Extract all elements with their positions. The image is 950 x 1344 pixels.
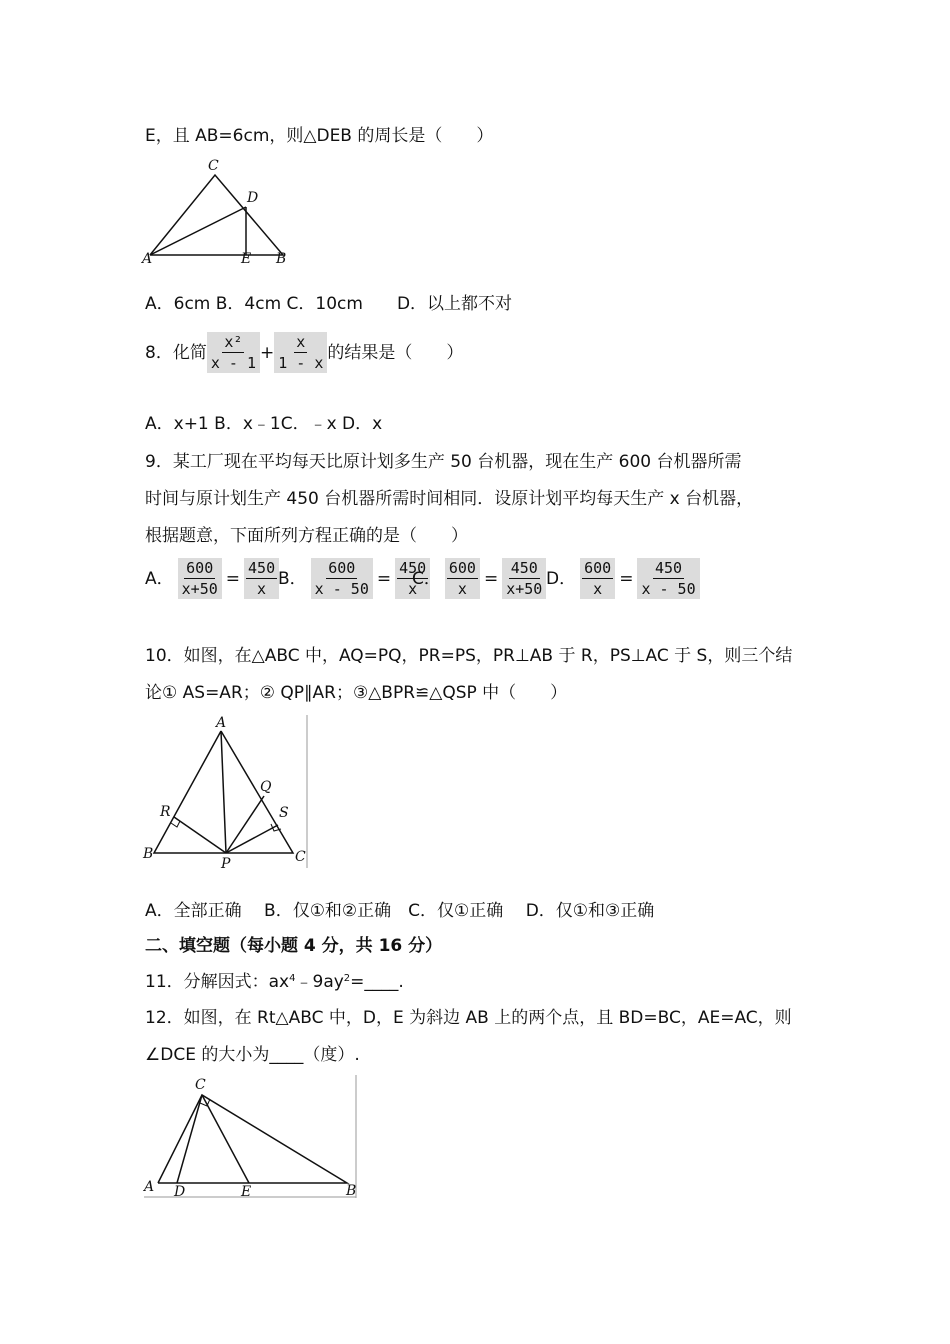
- q8-frac1-den: x - 1: [210, 354, 256, 372]
- q9-d-num-2: 450: [654, 559, 683, 577]
- q9-d-eq: =: [619, 568, 634, 589]
- q9-c-den-2: x+50: [506, 580, 543, 598]
- q7-label-c: C: [208, 158, 219, 174]
- q9-b-eq: =: [376, 568, 392, 589]
- q9-c-label: C．: [412, 568, 441, 589]
- q9-b-den-1: x - 50: [314, 580, 369, 598]
- q10-options: A．全部正确 B．仅①和②正确 C．仅①正确 D．仅①和③正确: [145, 901, 655, 921]
- q7-label-d: D: [247, 190, 259, 206]
- q11-mid: ﹣9ay: [295, 972, 344, 992]
- q9-b-den-2: x: [408, 580, 418, 598]
- q11-sup-2: 2: [343, 973, 351, 984]
- q9-b-label: B．: [278, 568, 307, 589]
- q10-label-a: A: [216, 715, 227, 731]
- q8-suffix: 的结果是（ ）: [327, 342, 464, 363]
- q8-prefix: 8．化简: [145, 342, 207, 363]
- q9-c-num-2: 450: [510, 559, 538, 577]
- q12-label-c: C: [195, 1077, 206, 1093]
- q7-label-a: A: [142, 251, 153, 267]
- q9-a-den-2: x: [257, 580, 267, 598]
- q8-frac2-num: x: [296, 333, 306, 351]
- q9-b-num-2: 450: [399, 559, 427, 577]
- section-heading: 二、填空题（每小题 4 分，共 16 分）: [145, 936, 443, 956]
- q8-options: A．x+1 B．x﹣1C．﹣x D．x: [145, 414, 383, 434]
- q10-figure: [140, 713, 310, 871]
- q11-prefix: 11．分解因式：ax: [145, 972, 290, 992]
- q9-option-c: [412, 558, 546, 599]
- q11-suffix: =____.: [350, 972, 404, 992]
- q10-line-1: 10．如图，在△ABC 中，AQ=PQ，PR=PS，PR⊥AB 于 R，PS⊥AC 于 S，则三个结: [145, 646, 793, 666]
- q9-option-d: [546, 558, 700, 599]
- q9-d-den-2: x - 50: [641, 580, 696, 598]
- q9-line-2: 时间与原计划生产 450 台机器所需时间相同．设原计划平均每天生产 x 台机器，: [145, 489, 754, 509]
- q9-a-frac-2: [244, 558, 279, 599]
- q10-label-b: B: [143, 846, 154, 862]
- q8-stem: [145, 332, 463, 373]
- q9-b-frac-1: [311, 558, 373, 599]
- q10-label-q: Q: [260, 779, 272, 795]
- q9-c-num-1: 600: [448, 559, 476, 577]
- q7-label-b: B: [276, 251, 287, 267]
- q7-label-e: E: [241, 251, 252, 267]
- q8-plus: +: [259, 342, 275, 363]
- q9-c-frac-1: [445, 558, 480, 599]
- q9-d-frac-1: [580, 558, 615, 599]
- q10-label-p: P: [221, 856, 231, 871]
- q9-a-frac-1: [178, 558, 222, 599]
- q9-c-eq: =: [483, 568, 499, 589]
- q8-frac2-den: 1 - x: [278, 354, 324, 372]
- q9-a-num-2: 450: [248, 559, 276, 577]
- q9-line-3: 根据题意，下面所列方程正确的是（ ）: [145, 526, 468, 546]
- q9-d-label: D．: [546, 568, 577, 589]
- q12-label-a: A: [144, 1179, 155, 1195]
- q8-frac1-num: x²: [224, 333, 243, 351]
- q9-d-den-1: x: [593, 580, 603, 598]
- q7-text: E，且 AB=6cm，则△DEB 的周长是（ ）: [145, 126, 494, 146]
- q12-line-2: ∠DCE 的大小为____（度）.: [145, 1045, 360, 1065]
- q9-a-den-1: x+50: [181, 580, 218, 598]
- q10-line-2: 论① AS=AR；② QP∥AR；③△BPR≌△QSP 中（ ）: [145, 683, 568, 703]
- q9-a-num-1: 600: [186, 559, 214, 577]
- q11-sup-1: 4: [289, 973, 296, 984]
- q9-b-num-1: 600: [328, 559, 356, 577]
- q11-text: [145, 972, 404, 992]
- q7-figure: [140, 155, 290, 267]
- q10-label-s: S: [279, 805, 289, 821]
- q9-c-frac-2: [502, 558, 546, 599]
- q9-option-a: [145, 558, 279, 599]
- q9-option-b: [278, 558, 430, 599]
- q8-fraction-2: [274, 332, 327, 373]
- q9-a-label: A．: [145, 568, 174, 589]
- q10-label-c: C: [295, 849, 306, 865]
- q12-figure: [140, 1073, 360, 1203]
- q7-options: A．6cm B．4cm C．10cm D．以上都不对: [145, 294, 513, 314]
- q12-label-e: E: [241, 1184, 252, 1200]
- q9-c-den-1: x: [457, 580, 467, 598]
- q9-a-eq: =: [225, 568, 241, 589]
- q12-label-b: B: [346, 1183, 357, 1199]
- q9-d-num-1: 600: [584, 559, 612, 577]
- q10-label-r: R: [160, 804, 171, 820]
- q9-d-frac-2: [637, 558, 699, 599]
- q8-fraction-1: [207, 332, 260, 373]
- q12-label-d: D: [174, 1184, 186, 1200]
- q12-line-1: 12．如图，在 Rt△ABC 中，D，E 为斜边 AB 上的两个点，且 BD=BC，AE=AC，则: [145, 1008, 792, 1028]
- q9-line-1: 9．某工厂现在平均每天比原计划多生产 50 台机器，现在生产 600 台机器所需: [145, 452, 742, 472]
